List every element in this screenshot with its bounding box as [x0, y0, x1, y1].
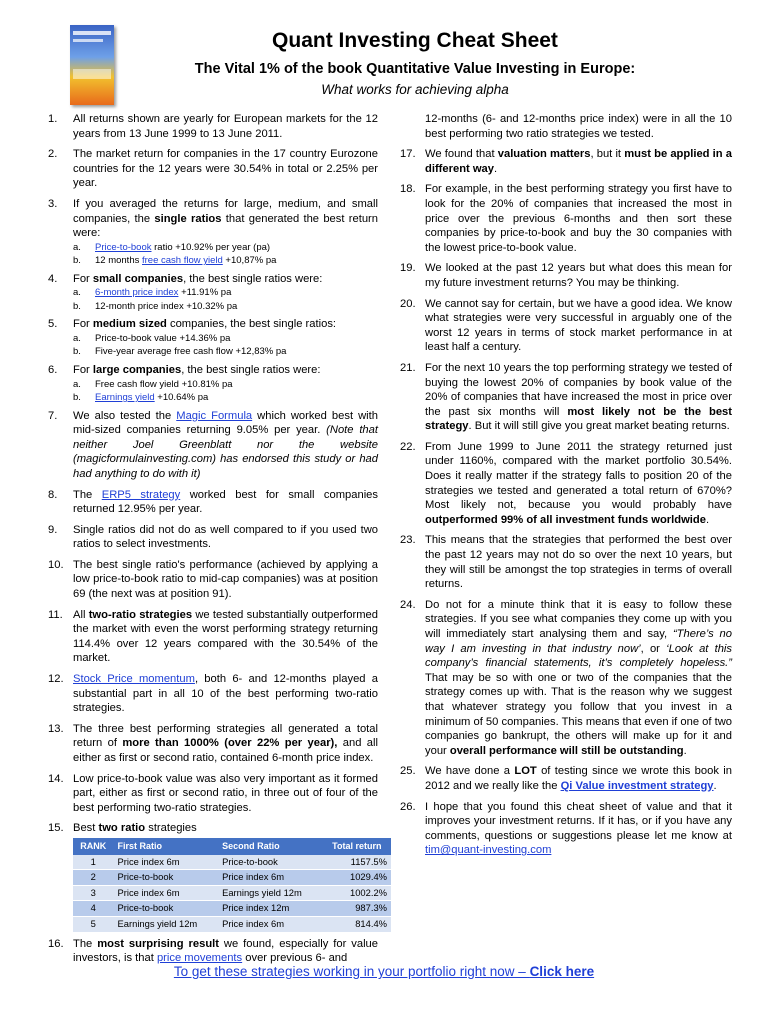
table-header: Total return: [323, 838, 391, 855]
table-header: First Ratio: [114, 838, 219, 855]
list-item: 2. The market return for companies in the 17 country Eurozone countries for the 12 years were 30.54% in total or 2.25% per year.: [48, 148, 378, 190]
strategy-ranking-table: [73, 838, 391, 933]
list-item: 16. The most surprising result we found, especially for value investors, is that price movements over previous 6- and: [48, 937, 379, 965]
table-row: 5 Earnings yield 12m Price index 6m 814.4%: [73, 916, 391, 932]
6-month-price-index-link[interactable]: 6-month price index: [95, 287, 179, 299]
earnings-yield-link[interactable]: Earnings yield: [95, 392, 155, 404]
list-item: 13. The three best performing strategies all generated a total return of more than 1000% (over 22% per year), and all either as first or second ratio, contained 6-month price index.: [48, 722, 379, 764]
list-item: 18. For example, in the best performing strategy you first have to look for the 20% of companies that increased the most in price over the previous 6-months and then sort these companies by price-to-book and buy the 30 companies with the lowest price-to-book value.: [400, 183, 732, 254]
list-item: 26. I hope that you found this cheat sheet of value and that it improves your investment returns. If it has, or if you have any comments, questions or suggestions please let me know at tim@quant-investing.com: [400, 800, 732, 857]
table-row: 2 Price-to-book Price index 6m 1029.4%: [73, 870, 391, 886]
table-row: 3 Price index 6m Earnings yield 12m 1002.2%: [73, 885, 391, 901]
list-item: 14. Low price-to-book value was also very important as it formed part, either as first or second ratio, in three out of four of the best performing two-ratio strategies.: [48, 772, 378, 814]
price-movements-link[interactable]: price movements: [156, 952, 243, 965]
click-here-link[interactable]: Click here: [529, 964, 595, 979]
list-item: 6. For large companies, the best single ratios were: a. Free cash flow yield +10.81% pa b. Earnings yield +10.64% pa: [48, 363, 321, 404]
page-title: Quant Investing Cheat Sheet: [272, 29, 558, 52]
list-item: 19. We looked at the past 12 years but what does this mean for my future investment returns? You may be thinking.: [400, 262, 732, 289]
list-item: 9. Single ratios did not do as well compared to if you used two ratios to select investments.: [48, 523, 378, 551]
magic-formula-link[interactable]: Magic Formula: [176, 409, 253, 422]
list-item: 15. Best two ratio strategies RANK First Ratio Second Ratio Total return 1 Price index 6m Price-to-book 1157.5% 2 Price-to-book Price index 6m 1029.4% 3 Price index 6m Earnings yield 12m 1002.2% 4 Price-to-book Price index 12m 987.3% 5 Earnings yield 12m Price index 6m 814.4%: [48, 821, 378, 932]
qi-value-strategy-link[interactable]: Qi Value investment strategy: [560, 779, 714, 792]
list-item-continued: 12-months (6- and 12-months price index) were in all the 10 best performing two ratio strategies we tested.: [425, 113, 732, 140]
list-item: 20. We cannot say for certain, but we have a good idea. We know what strategies were very successful in arguably one of the worst 12 years in terms of stock market performance in at least half a century.: [400, 297, 732, 354]
list-item: 25. We have done a LOT of testing since we wrote this book in 2012 and we really like the Qi Value investment strategy.: [400, 765, 732, 792]
stock-price-momentum-link[interactable]: Stock Price momentum: [73, 673, 195, 686]
list-item: 8. The ERP5 strategy worked best for small companies returned 12.95% per year.: [48, 488, 379, 516]
list-item: 11. All two-ratio strategies we tested substantially outperformed the market with even the worst performing strategy returning 114.4% over 12 years compared with the 30.54% of the market.: [48, 608, 378, 665]
table-header: RANK: [73, 838, 114, 855]
table-row: 1 Price index 6m Price-to-book 1157.5%: [73, 855, 391, 870]
list-item: 3. If you averaged the returns for large, medium, and small companies, the single ratios that generated the best return were: a. Price-to-book ratio +10.92% per year (pa) b. 12 months free cash flow yield +10,87% pa: [48, 197, 379, 267]
free-cash-flow-yield-link[interactable]: free cash flow yield: [142, 255, 223, 267]
list-item: 17. We found that valuation matters, but it must be applied in a different way.: [400, 148, 733, 175]
list-item: 23. This means that the strategies that performed the best over the past 12 years may not do so over the next 10 years, but they will still be amongst the top strategies in terms of overall returns.: [400, 534, 732, 591]
erp5-strategy-link[interactable]: ERP5 strategy: [101, 488, 181, 501]
footer-strategies-link[interactable]: To get these strategies working in your portfolio right now –: [173, 964, 530, 979]
page-subtitle: The Vital 1% of the book Quantitative Value Investing in Europe:: [194, 61, 636, 77]
list-item: 4. For small companies, the best single ratios were: a. 6-month price index +11.91% pa b. 12-month price index +10.32% pa: [48, 272, 323, 312]
list-item: 12. Stock Price momentum, both 6- and 12-months played a substantial part in all 10 of the best performing two-ratio strategies.: [48, 673, 378, 715]
footer-call-to-action: [0, 964, 768, 979]
list-item: 7. We also tested the Magic Formula which worked best with mid-sized companies returning 9.05% per year. (Note that neither Joel Greenblatt nor the website (magicformulainvesting.com) has endorsed this study or had had anything to do with it): [48, 409, 378, 480]
list-item: 24. Do not for a minute think that it is easy to follow these strategies. If you see what companies they come up with you will immediately start analysing them and say, “There’s no way I am investing in that industry now’, or ‘Look at this company’s financial statements, it’s completely hopeless.” That may be so with one or two of the companies that the strategy comes up with. That is the reason why we suggest that whatever strategy you follow that you invest in a minimum of 50 companies. This means that even if one of two companies go bankrupt, the others will make up for it and your overall performance will still be outstanding.: [400, 598, 733, 757]
table-row: 4 Price-to-book Price index 12m 987.3%: [73, 901, 391, 917]
list-item: 5. For medium sized companies, the best single ratios: a. Price-to-book value +14.36% pa b. Five-year average free cash flow +12,83% pa: [48, 318, 337, 358]
list-item: 22. From June 1999 to June 2011 the strategy returned just under 1160%, compared with the market portfolio 30.54%. Does it really matter if the strategy falls to position 20 of the strategies we tested and generated a total return of 670%? Most likely not, because you would probably have outperformed 99% of all investment funds worldwide.: [400, 440, 732, 526]
list-item: 10. The best single ratio's performance (achieved by applying a low price-to-book ratio to mid-cap companies) was at position 69 (the next was at position 91).: [48, 558, 378, 601]
table-header: Second Ratio: [218, 838, 323, 855]
email-link[interactable]: tim@quant-investing.com: [425, 844, 552, 857]
header: [70, 25, 760, 110]
page-tagline: What works for achieving alpha: [321, 82, 509, 97]
list-item: 21. For the next 10 years the top performing strategy we tested of buying the lowest 20% of companies by book value of the 20% of companies that have increased the most in price over the past six months will most likely not be the best strategy. But it will still give you great market beating returns.: [400, 361, 733, 433]
left-column: [48, 112, 387, 972]
price-to-book-link[interactable]: Price-to-book: [95, 241, 152, 253]
right-column: [400, 112, 732, 864]
list-item: 1. All returns shown are yearly for European markets for the 12 years from 13 June 1999 to 13 June 2011.: [48, 113, 378, 140]
